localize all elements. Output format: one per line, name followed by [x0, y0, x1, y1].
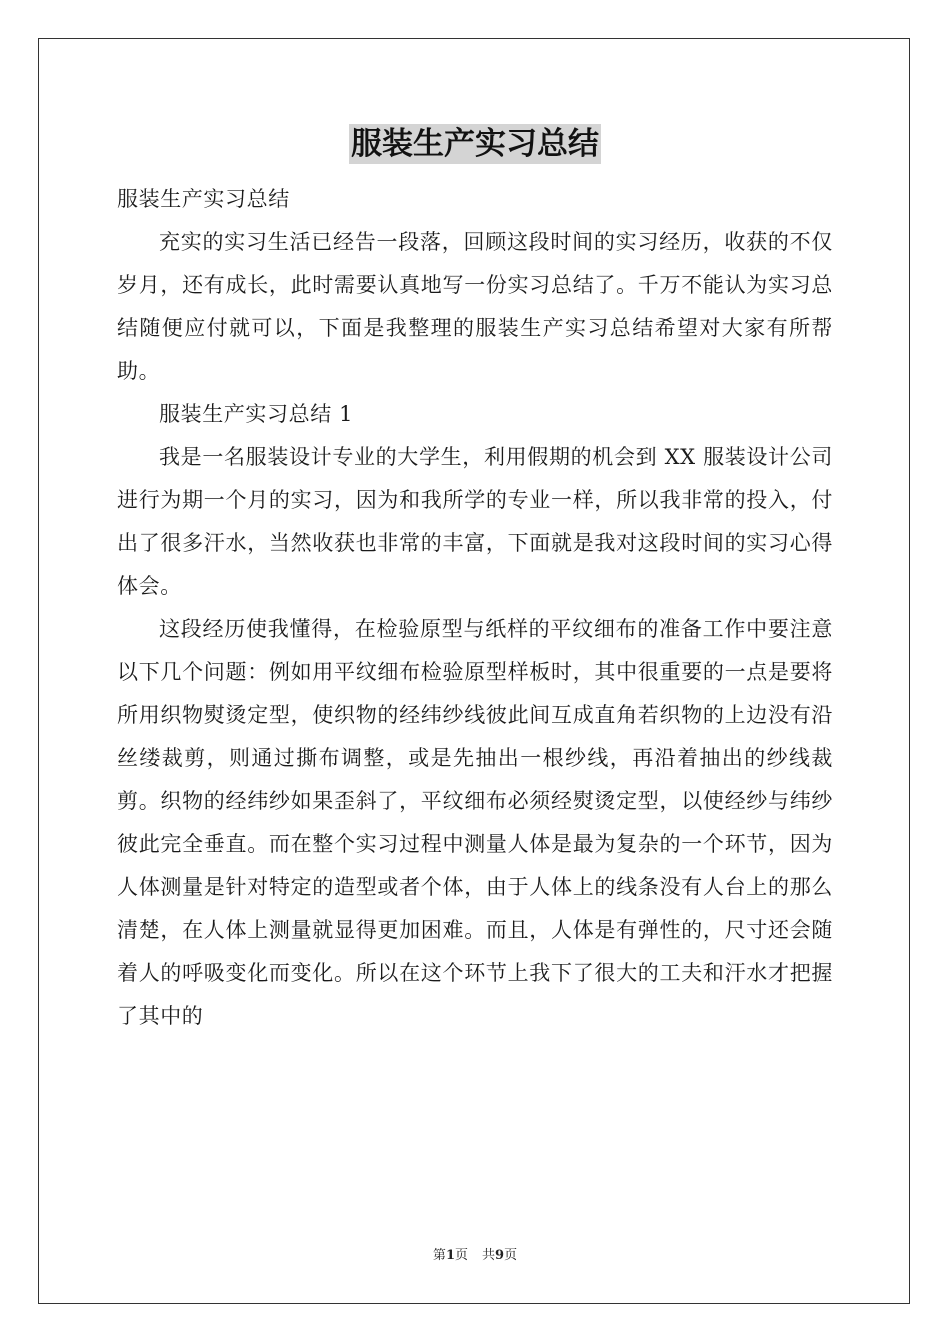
document-title: 服装生产实习总结 [351, 126, 599, 162]
title-container [0, 124, 950, 164]
paragraph-intro: 充实的实习生活已经告一段落，回顾这段时间的实习经历，收获的不仅岁月，还有成长，此时需要认真地写一份实习总结了。千万不能认为实习总结随便应付就可以，下面是我整理的服装生产实习总结希望对大家有所帮助。 [117, 230, 833, 383]
page-footer [0, 1244, 950, 1263]
paragraph-subtitle: 服装生产实习总结 [117, 187, 290, 211]
page-number: 1 [445, 1248, 455, 1263]
total-prefix: 共 [482, 1248, 496, 1263]
total-suffix: 页 [504, 1248, 518, 1263]
page-suffix: 页 [454, 1248, 468, 1263]
total-pages: 9 [495, 1248, 505, 1263]
document-body [117, 178, 833, 1038]
page-prefix: 第 [432, 1248, 446, 1263]
paragraph-body: 这段经历使我懂得，在检验原型与纸样的平纹细布的准备工作中要注意以下几个问题：例如用平纹细布检验原型样板时，其中很重要的一点是要将所用织物熨烫定型，使织物的经纬纱线彼此间互成直角若织物的上边没有沿丝缕裁剪，则通过撕布调整，或是先抽出一根纱线，再沿着抽出的纱线裁剪。织物的经纬纱如果歪斜了，平纹细布必须经熨烫定型，以使经纱与纬纱彼此完全垂直。而在整个实习过程中测量人体是最为复杂的一个环节，因为人体测量是针对特定的造型或者个体，由于人体上的线条没有人台上的那么清楚，在人体上测量就显得更加困难。而且，人体是有弹性的，尺寸还会随着人的呼吸变化而变化。所以在这个环节上我下了很大的工夫和汗水才把握了其中的 [117, 617, 833, 1028]
section-heading: 服装生产实习总结 1 [159, 402, 354, 426]
paragraph-body: 我是一名服装设计专业的大学生，利用假期的机会到 XX 服装设计公司进行为期一个月的实习，因为和我所学的专业一样，所以我非常的投入，付出了很多汗水，当然收获也非常的丰富，下面就是我对这段时间的实习心得体会。 [117, 445, 833, 598]
